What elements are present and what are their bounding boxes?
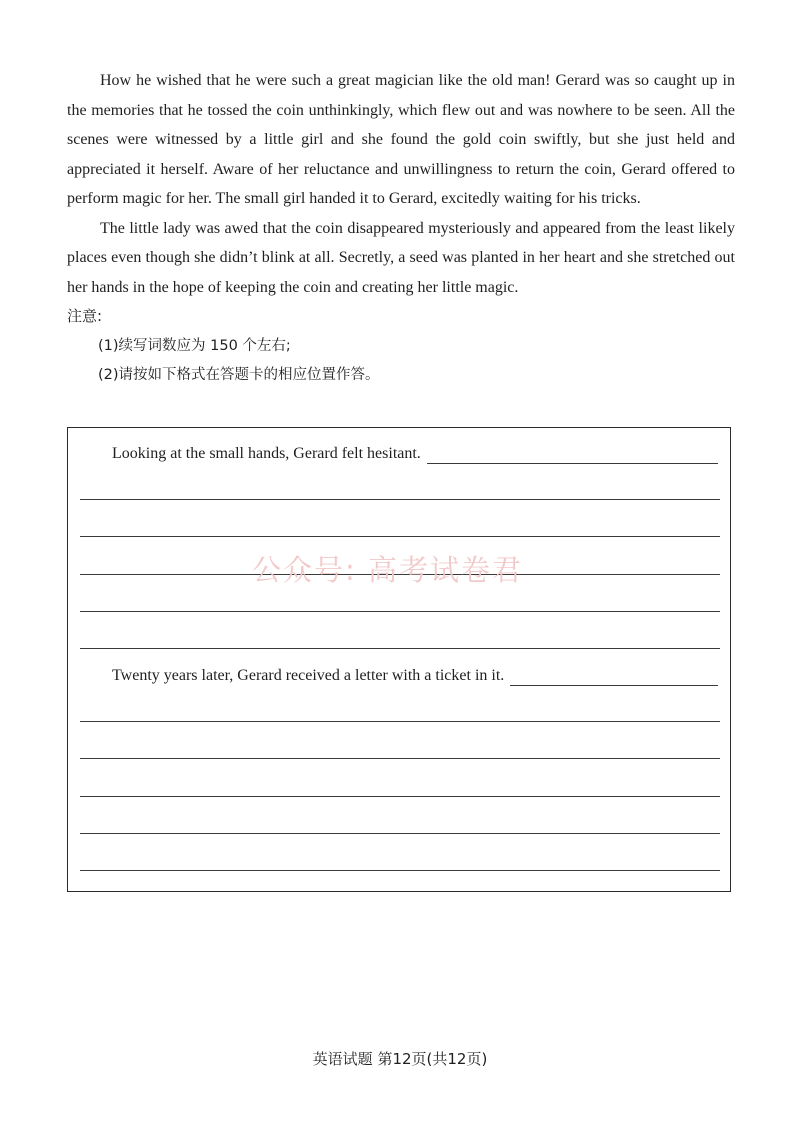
notes-title: 注意: bbox=[67, 307, 103, 325]
page-footer: 英语试题 第12页(共12页) bbox=[312, 1050, 488, 1068]
writing-line[interactable] bbox=[80, 648, 720, 649]
prompt-row-1 bbox=[112, 444, 718, 464]
writing-line[interactable] bbox=[80, 611, 720, 612]
writing-line[interactable] bbox=[80, 833, 720, 834]
note-item-1: (1)续写词数应为 150 个左右; bbox=[98, 337, 291, 354]
passage-paragraph-2: The little lady was awed that the coin disappeared mysteriously and appeared from the least likely places even though she didn’t blink at all. Secretly, a seed was planted in her heart and she stretched out her hands in the hope of keeping the coin and creating her little magic. bbox=[67, 219, 735, 296]
writing-line[interactable] bbox=[80, 796, 720, 797]
prompt-row-2 bbox=[112, 666, 718, 686]
writing-blank[interactable] bbox=[510, 671, 718, 686]
continuation-prompt-1: Looking at the small hands, Gerard felt hesitant. bbox=[112, 445, 421, 462]
continuation-prompt-2: Twenty years later, Gerard received a letter with a ticket in it. bbox=[112, 667, 505, 684]
writing-line[interactable] bbox=[80, 870, 720, 871]
watermark-text: 公众号: 高考试卷君 bbox=[252, 553, 523, 587]
writing-line[interactable] bbox=[80, 499, 720, 500]
writing-line[interactable] bbox=[80, 536, 720, 537]
passage-paragraph-1: How he wished that he were such a great magician like the old man! Gerard was so caught up in the memories that he tossed the coin unthinkingly, which flew out and was nowhere to be seen. All the scenes were witnessed by a little girl and she found the gold coin swiftly, but she just held and appreciated it herself. Aware of her reluctance and unwillingness to return the coin, Gerard offered to perform magic for her. The small girl handed it to Gerard, excitedly waiting for his tricks. bbox=[67, 72, 735, 207]
writing-line[interactable] bbox=[80, 721, 720, 722]
reading-passage bbox=[67, 66, 735, 391]
writing-line[interactable] bbox=[80, 758, 720, 759]
note-item-2: (2)请按如下格式在答题卡的相应位置作答。 bbox=[98, 367, 380, 383]
answer-box bbox=[67, 427, 731, 892]
writing-blank[interactable] bbox=[427, 449, 718, 464]
